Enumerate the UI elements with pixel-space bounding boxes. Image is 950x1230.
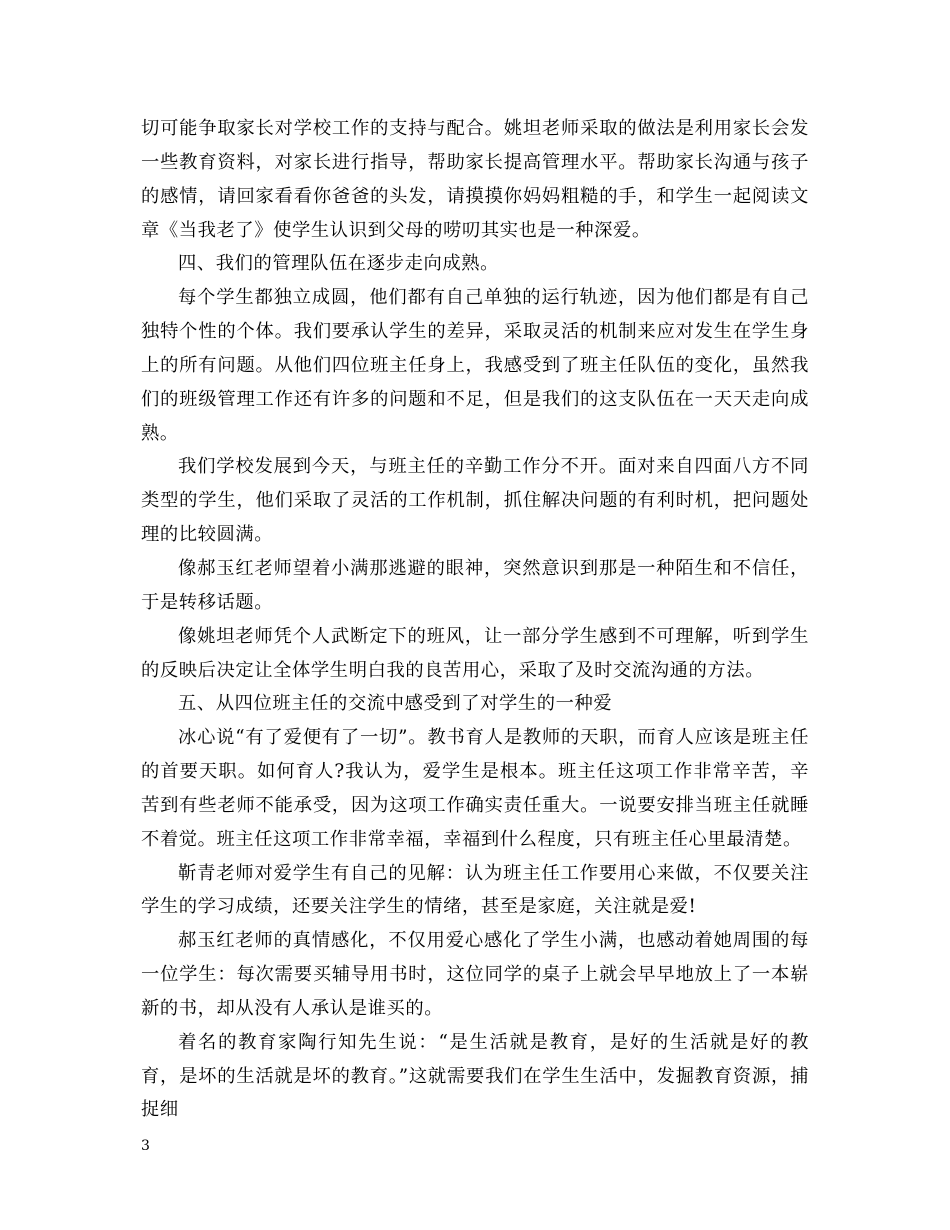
section-heading-5: 五、从四位班主任的交流中感受到了对学生的一种爱 — [178, 693, 613, 715]
paragraph: 像姚坦老师凭个人武断定下的班风，让一部分学生感到不可理解，听到学生的反映后决定让全体学生明白我的良苦用心，采取了及时交流沟通的方法。 — [141, 625, 809, 681]
page-number: 3 — [141, 1138, 150, 1154]
paragraph: 郝玉红老师的真情感化，不仅用爱心感化了学生小满，也感动着她周围的每一位学生：每次需要买辅导用书时，这位同学的桌子上就会早早地放上了一本崭新的书，却从没有人承认是谁买的。 — [141, 930, 809, 1019]
paragraph: 每个学生都独立成圆，他们都有自己单独的运行轨迹，因为他们都是有自己独特个性的个体。我们要承认学生的差异，采取灵活的机制来应对发生在学生身上的所有问题。从他们四位班主任身上，我感受到了班主任队伍的变化，虽然我们的班级管理工作还有许多的问题和不足，但是我们的这支队伍在一天天走向成熟。 — [141, 287, 809, 444]
paragraph: 着名的教育家陶行知先生说：“是生活就是教育，是好的生活就是好的教育，是坏的生活就是坏的教育。”这就需要我们在学生生活中，发掘教育资源，捕捉细 — [141, 1031, 809, 1121]
section-heading-4: 四、我们的管理队伍在逐步走向成熟。 — [178, 253, 499, 275]
paragraph: 靳青老师对爱学生有自己的见解：认为班主任工作要用心来做，不仅要关注学生的学习成绩，还要关注学生的情绪，甚至是家庭，关注就是爱! — [141, 862, 809, 918]
paragraph: 我们学校发展到今天，与班主任的辛勤工作分不开。面对来自四面八方不同类型的学生，他们采取了灵活的工作机制，抓住解决问题的有利时机，把问题处理的比较圆满。 — [141, 456, 809, 546]
body-text — [141, 112, 809, 1127]
paragraph: 冰心说“有了爱便有了一切”。教书育人是教师的天职，而育人应该是班主任的首要天职。如何育人?我认为，爱学生是根本。班主任这项工作非常辛苦，辛苦到有些老师不能承受，因为这项工作确实责任重大。一说要安排当班主任就睡不着觉。班主任这项工作非常幸福，幸福到什么程度，只有班主任心里最清楚。 — [141, 727, 809, 850]
paragraph-continued: 切可能争取家长对学校工作的支持与配合。姚坦老师采取的做法是利用家长会发一些教育资料，对家长进行指导，帮助家长提高管理水平。帮助家长沟通与孩子的感情，请回家看看你爸爸的头发，请摸摸你妈妈粗糙的手，和学生一起阅读文章《当我老了》使学生认识到父母的唠叨其实也是一种深爱。 — [141, 118, 809, 241]
paragraph: 像郝玉红老师望着小满那逃避的眼神，突然意识到那是一种陌生和不信任，于是转移话题。 — [141, 557, 809, 613]
